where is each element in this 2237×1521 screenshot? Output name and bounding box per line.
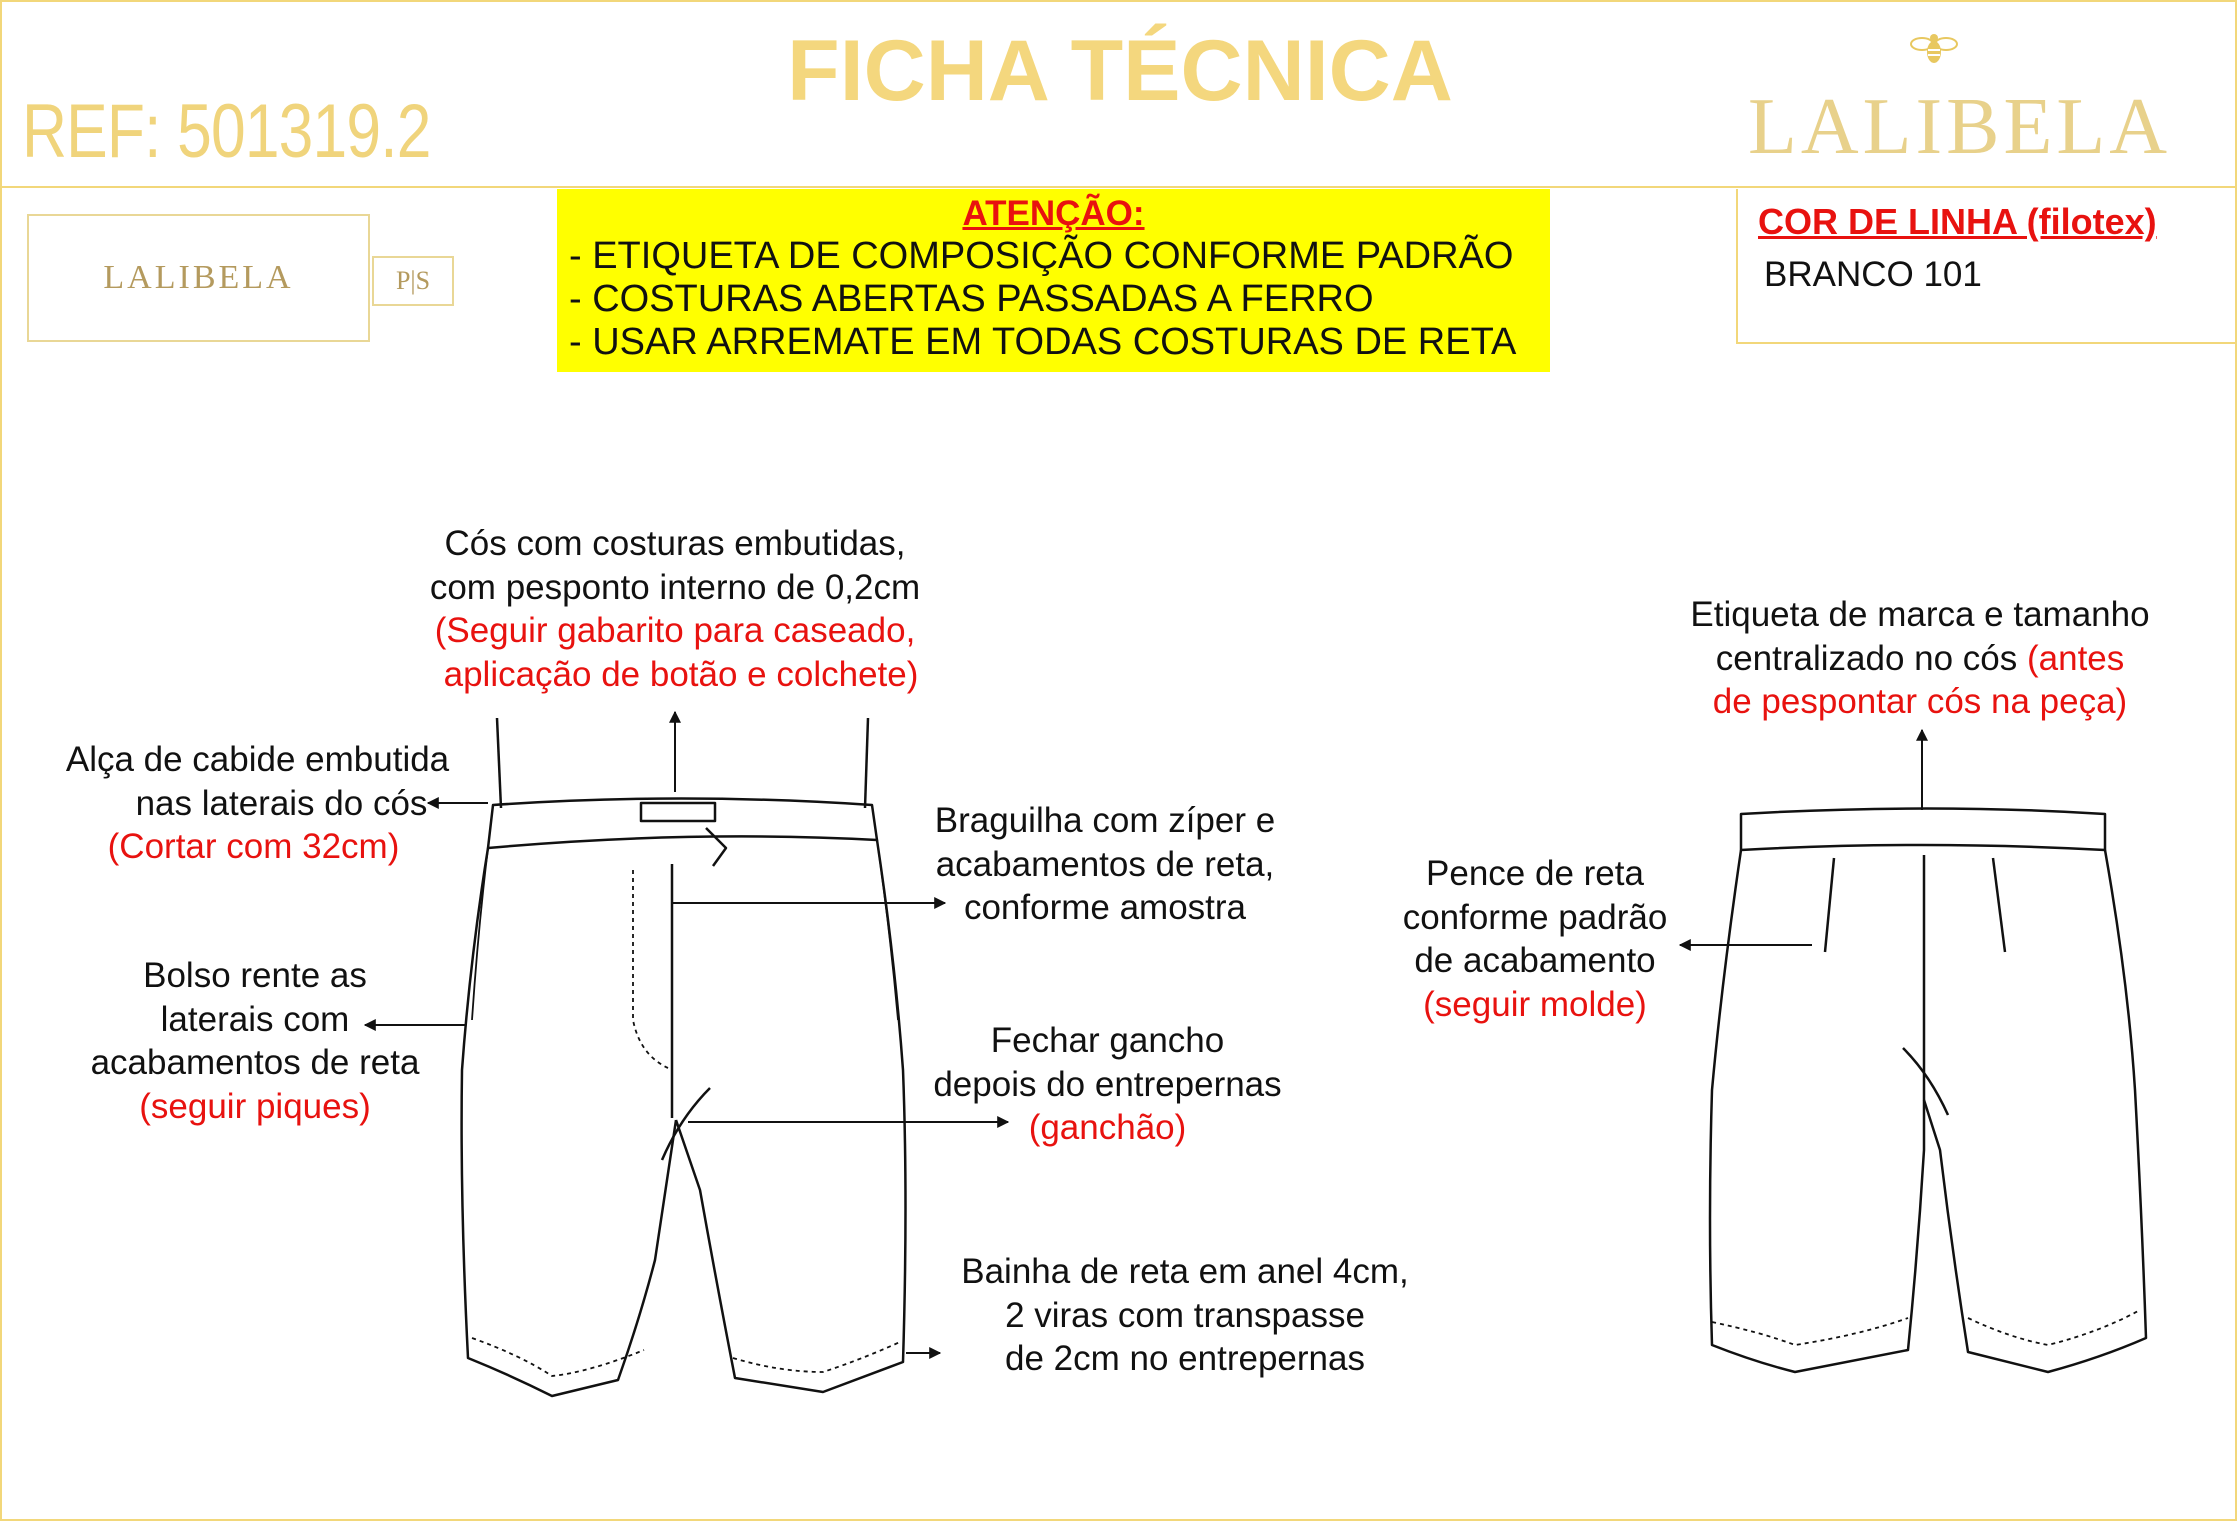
size-label: P|S (372, 256, 454, 306)
annotation-note: de pespontar cós na peça) (1712, 682, 2128, 721)
annotation-text: Fechar gancho (990, 1021, 1225, 1060)
annotation-text: Alça de cabide embutida (65, 740, 450, 779)
annotation-hanger-loop (25, 738, 490, 869)
annotation-note: (seguir piques) (139, 1086, 371, 1126)
annotation-fly (905, 799, 1305, 930)
annotation-text: depois do entrepernas (933, 1064, 1282, 1104)
annotation-hem (915, 1250, 1455, 1381)
annotation-brand-label (1645, 593, 2195, 724)
reference-code: REF: 501319.2 (22, 89, 431, 174)
annotation-text: conforme padrão (1402, 897, 1668, 937)
back-shorts-drawing (1710, 809, 2146, 1373)
thread-color-value: BRANCO 101 (1764, 255, 1982, 294)
front-shorts-drawing (462, 718, 906, 1396)
annotation-text: nas laterais do cós (135, 783, 428, 823)
annotation-waistband (380, 522, 970, 696)
annotation-text: Cós com costuras embutidas, (444, 524, 906, 563)
annotation-note: aplicação de botão e colchete) (443, 654, 919, 694)
annotation-text: Etiqueta de marca e tamanho (1690, 595, 2150, 634)
annotation-text: Bolso rente as (143, 956, 367, 995)
annotation-text: centralizado no cós (1715, 638, 2027, 678)
annotation-note: (ganchão) (1028, 1108, 1187, 1147)
annotation-text: Bainha de reta em anel 4cm, (961, 1252, 1409, 1291)
annotation-text: laterais com (160, 999, 350, 1039)
annotation-text: Braguilha com zíper e (934, 801, 1276, 840)
annotation-text: de 2cm no entrepernas (1005, 1339, 1365, 1378)
attention-line: - COSTURAS ABERTAS PASSADAS A FERRO (569, 278, 1374, 320)
annotation-pocket (55, 954, 455, 1128)
annotation-text-line (1645, 637, 2195, 681)
attention-title: ATENÇÃO: (962, 194, 1145, 233)
annotation-text: Pence de reta (1426, 854, 1644, 893)
annotation-text: acabamentos de reta, (935, 844, 1275, 884)
annotation-text: conforme amostra (963, 888, 1247, 927)
brand-label: LALIBELA (27, 214, 370, 342)
brand-logo: LALIBELA (1748, 83, 2172, 171)
annotation-text: 2 viras com transpasse (1005, 1295, 1365, 1335)
thread-color-title: COR DE LINHA (filotex) (1758, 201, 2157, 242)
annotation-note: (antes (2027, 638, 2125, 678)
annotation-dart (1375, 852, 1695, 1026)
annotation-note: (Seguir gabarito para caseado, (434, 611, 916, 650)
annotation-note: (seguir molde) (1423, 984, 1647, 1024)
page-title: FICHA TÉCNICA (787, 23, 1453, 119)
annotation-text: com pesponto interno de 0,2cm (429, 567, 921, 607)
annotation-crotch (900, 1019, 1315, 1150)
attention-line: - USAR ARREMATE EM TODAS COSTURAS DE RETA (569, 321, 1517, 363)
attention-line: - ETIQUETA DE COMPOSIÇÃO CONFORME PADRÃO (569, 235, 1514, 277)
annotation-text: acabamentos de reta (90, 1043, 420, 1082)
annotation-text: de acabamento (1414, 941, 1656, 980)
annotation-note: (Cortar com 32cm) (107, 827, 400, 866)
